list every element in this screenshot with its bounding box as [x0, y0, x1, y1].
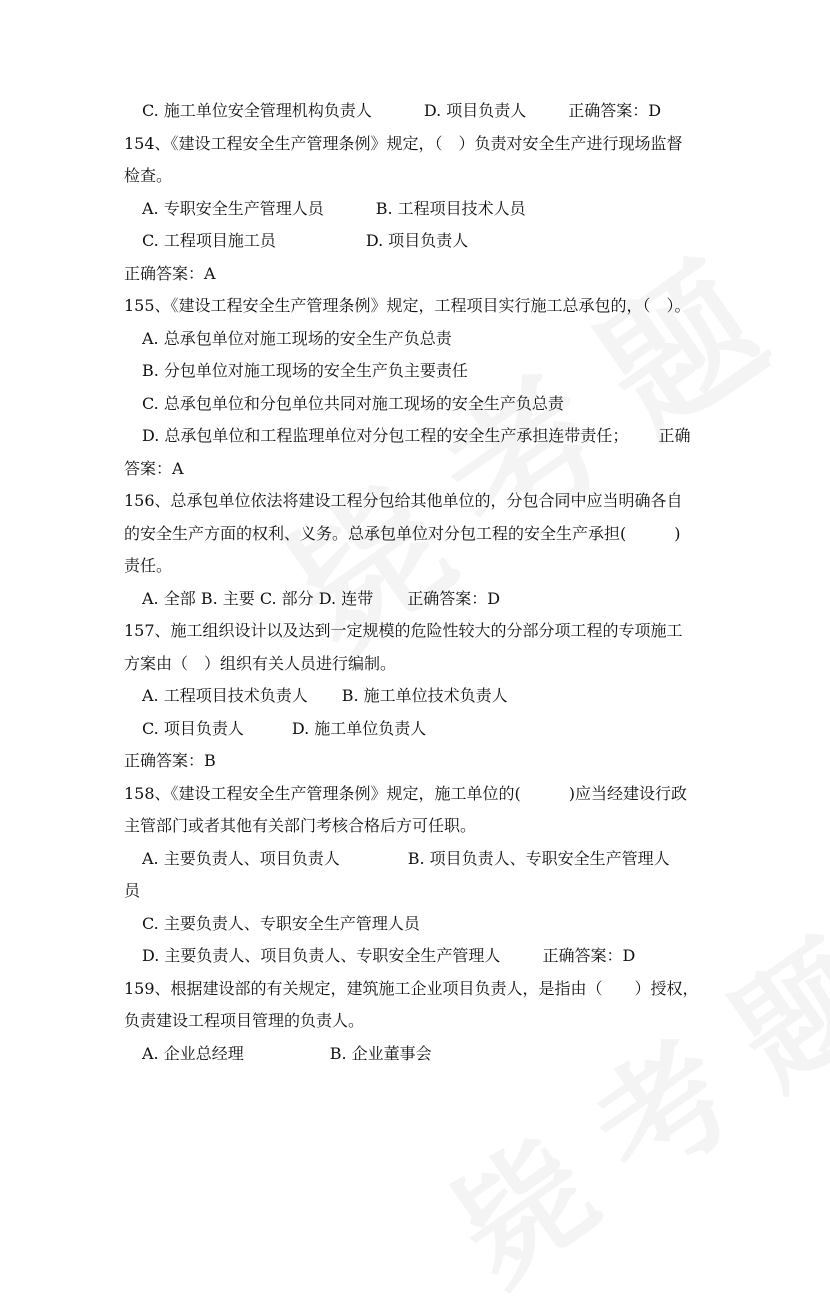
option-b: B. 工程项目技术人员: [375, 199, 526, 218]
question-159: 159、根据建设部的有关规定，建筑施工企业项目负责人，是指由（ ）授权，: [124, 979, 699, 998]
question-text: 负责建设工程项目管理的负责人。: [124, 1011, 365, 1030]
question-text: 的安全生产方面的权利、义务。总承包单位对分包工程的安全生产承担( ): [124, 524, 681, 543]
option-d: D. 主要负责人、项目负责人、专职安全生产管理人: [142, 946, 501, 965]
option-a: A. 总承包单位对施工现场的安全生产负总责: [142, 329, 452, 348]
option-c: C. 总承包单位和分包单位共同对施工现场的安全生产负总责: [142, 394, 564, 413]
option-b: B. 企业董事会: [329, 1044, 432, 1063]
option-line: [142, 426, 720, 446]
option-d: D. 项目负责人: [365, 231, 469, 250]
option-line: [142, 199, 720, 219]
option-line: [142, 849, 720, 869]
watermark: [412, 871, 830, 1316]
option-line: [142, 1044, 720, 1064]
option-line: [142, 946, 720, 966]
answer: 正确答案：B: [124, 751, 216, 770]
question-155: 155、《建设工程安全生产管理条例》规定，工程项目实行施工总承包的，（ ）。: [124, 296, 691, 315]
option-b: B. 项目负责人、专职安全生产管理人: [407, 849, 670, 868]
option-d: D. 施工单位负责人: [291, 719, 427, 738]
question-text: 责任。: [124, 556, 173, 575]
option-a: A. 专职安全生产管理人员: [142, 199, 324, 218]
answer: 正确答案：D: [568, 101, 662, 120]
answer-label: 正确: [658, 426, 691, 445]
question-156: 156、总承包单位依法将建设工程分包给其他单位的，分包合同中应当明确各自: [124, 491, 683, 510]
option-a: A. 主要负责人、项目负责人: [142, 849, 340, 868]
option-c: C. 施工单位安全管理机构负责人: [142, 101, 372, 120]
option-line: [142, 719, 720, 739]
option-c: C. 项目负责人: [142, 719, 244, 738]
question-text: 检查。: [124, 166, 173, 185]
option-a: A. 企业总经理: [142, 1044, 244, 1063]
option-line: [142, 101, 720, 121]
answer: 正确答案：D: [407, 589, 501, 608]
question-154: 154、《建设工程安全生产管理条例》规定，（ ）负责对安全生产进行现场监督: [124, 134, 683, 153]
answer: 答案：A: [124, 459, 184, 478]
option-c: C. 主要负责人、专职安全生产管理人员: [142, 914, 420, 933]
question-157: 157、施工组织设计以及达到一定规模的危险性较大的分部分项工程的专项施工: [124, 621, 683, 640]
option-a: A. 工程项目技术负责人: [142, 686, 308, 705]
question-text: 方案由（ ）组织有关人员进行编制。: [124, 654, 397, 673]
question-158: 158、《建设工程安全生产管理条例》规定，施工单位的( )应当经建设行政: [124, 784, 688, 803]
option-b-continued: 员: [124, 881, 141, 900]
options: A. 全部 B. 主要 C. 部分 D. 连带: [142, 589, 374, 608]
option-d: D. 总承包单位和工程监理单位对分包工程的安全生产承担连带责任；: [142, 426, 629, 445]
option-b: B. 分包单位对施工现场的安全生产负主要责任: [142, 361, 468, 380]
option-line: [142, 231, 720, 251]
answer: 正确答案：A: [124, 264, 216, 283]
option-b: B. 施工单位技术负责人: [341, 686, 508, 705]
answer: 正确答案：D: [542, 946, 636, 965]
option-c: C. 工程项目施工员: [142, 231, 276, 250]
question-text: 主管部门或者其他有关部门考核合格后方可任职。: [124, 816, 477, 835]
option-d: D. 项目负责人: [423, 101, 527, 120]
option-line: [142, 589, 720, 609]
option-line: [142, 686, 720, 706]
